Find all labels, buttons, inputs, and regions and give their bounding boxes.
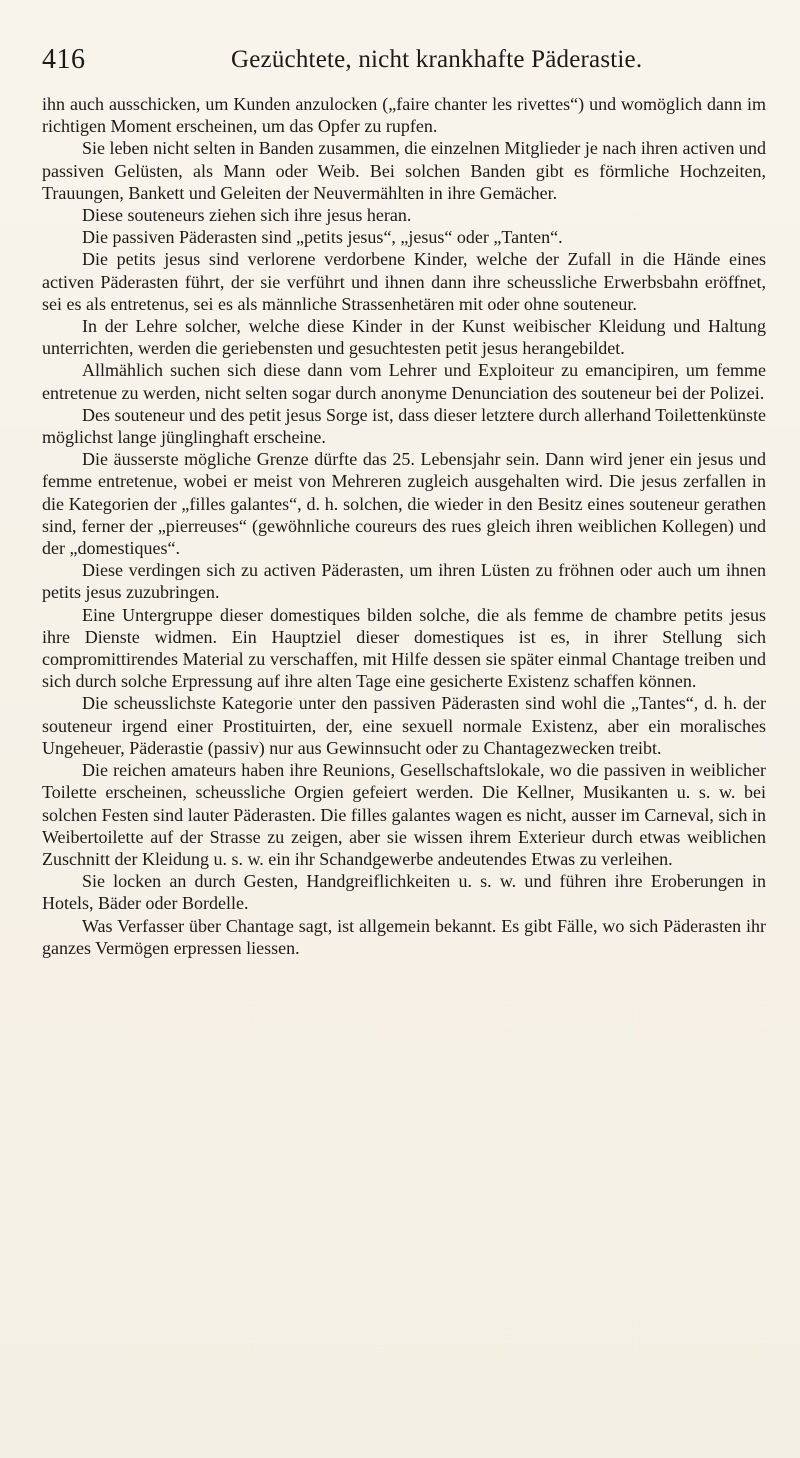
paragraph: Die äusserste mögliche Grenze dürfte das 25. Lebensjahr sein. Dann wird jener ein jesus und femme entretenue, wobei er meist von Mehreren zugleich ausgehalten wird. Die jesus zerfallen in die Kategorien der „filles galantes“, d. h. solchen, die wieder in den Besitz eines souteneur gerathen sind, ferner der „pierreuses“ (gewöhnliche coureurs des rues gleich ihren weiblichen Kollegen) und der „domestiques“. bbox=[42, 449, 766, 559]
paragraph: Die passiven Päderasten sind „petits jesus“, „jesus“ oder „Tanten“. bbox=[82, 227, 563, 248]
body-text bbox=[42, 93, 766, 1403]
paragraph: Allmählich suchen sich diese dann vom Lehrer und Exploiteur zu emancipiren, um femme entretenue zu werden, nicht selten sogar durch anonyme Denunciation des souteneur bei der Polizei. bbox=[42, 360, 766, 403]
running-title: Gezüchtete, nicht krankhafte Päderastie. bbox=[231, 46, 643, 73]
paragraph: Die scheusslichste Kategorie unter den passiven Päderasten sind wohl die „Tantes“, d. h. der souteneur irgend einer Prostituirten, der, eine sexuell normale Existenz, aber ein moralisches Ungeheuer, Päderastie (passiv) nur aus Gewinnsucht oder zu Chantagezwecken treibt. bbox=[42, 693, 766, 758]
page-number: 416 bbox=[42, 44, 86, 75]
paragraph: Die petits jesus sind verlorene verdorbene Kinder, welche der Zufall in die Hände eines activen Päderasten führt, der sie verführt und ihnen dann ihre scheussliche Erwerbsbahn eröffnet, sei es als entretenus, sei es als männliche Strassenhetären mit oder ohne souteneur. bbox=[42, 249, 766, 314]
paragraph: Eine Untergruppe dieser domestiques bilden solche, die als femme de chambre petits jesus ihre Dienste widmen. Ein Hauptziel dieser domestiques ist es, in ihrer Stellung sich compromittirendes Material zu verschaffen, mit Hilfe dessen sie später einmal Chantage treiben und sich durch solche Erpressung auf ihre alten Tage eine gesicherte Existenz schaffen können. bbox=[42, 604, 766, 692]
paragraph: Diese souteneurs ziehen sich ihre jesus heran. bbox=[82, 205, 412, 226]
paragraph: Des souteneur und des petit jesus Sorge ist, dass dieser letztere durch allerhand Toilettenkünste möglichst lange jünglinghaft erscheine. bbox=[42, 404, 766, 448]
paragraph: Sie locken an durch Gesten, Handgreiflichkeiten u. s. w. und führen ihre Eroberungen in Hotels, Bäder oder Bordelle. bbox=[42, 871, 766, 914]
paragraph: Was Verfasser über Chantage sagt, ist allgemein bekannt. Es gibt Fälle, wo sich Päderasten ihr ganzes Vermögen erpressen liessen. bbox=[42, 915, 766, 958]
paragraph: Sie leben nicht selten in Banden zusammen, die einzelnen Mitglieder je nach ihren activen und passiven Gelüsten, als Mann oder Weib. Bei solchen Banden gibt es förmliche Hochzeiten, Trauungen, Bankett und Geleiten der Neuvermählten in ihre Gemächer. bbox=[42, 138, 766, 203]
paragraph: In der Lehre solcher, welche diese Kinder in der Kunst weibischer Kleidung und Haltung unterrichten, werden die geriebensten und gesuchtesten petit jesus herangebildet. bbox=[42, 316, 766, 359]
paragraph: Diese verdingen sich zu activen Päderasten, um ihren Lüsten zu fröhnen oder auch um ihnen petits jesus zuzubringen. bbox=[42, 560, 766, 603]
paragraph: ihn auch ausschicken, um Kunden anzulocken („faire chanter les rivettes“) und womöglich dann im richtigen Moment erscheinen, um das Opfer zu rupfen. bbox=[42, 94, 766, 137]
paragraph: Die reichen amateurs haben ihre Reunions, Gesellschaftslokale, wo die passiven in weiblicher Toilette erscheinen, scheussliche Orgien gefeiert werden. Die Kellner, Musikanten u. s. w. bei solchen Festen sind lauter Päderasten. Die filles galantes wagen es nicht, ausser im Carneval, sich in Weibertoilette auf der Strasse zu zeigen, aber sie wissen ihrem Exterieur durch etwas weiblichen Zuschnitt der Kleidung u. s. w. ein ihr Schandgewerbe andeutendes Etwas zu verleihen. bbox=[42, 760, 766, 869]
page-header bbox=[42, 44, 762, 80]
